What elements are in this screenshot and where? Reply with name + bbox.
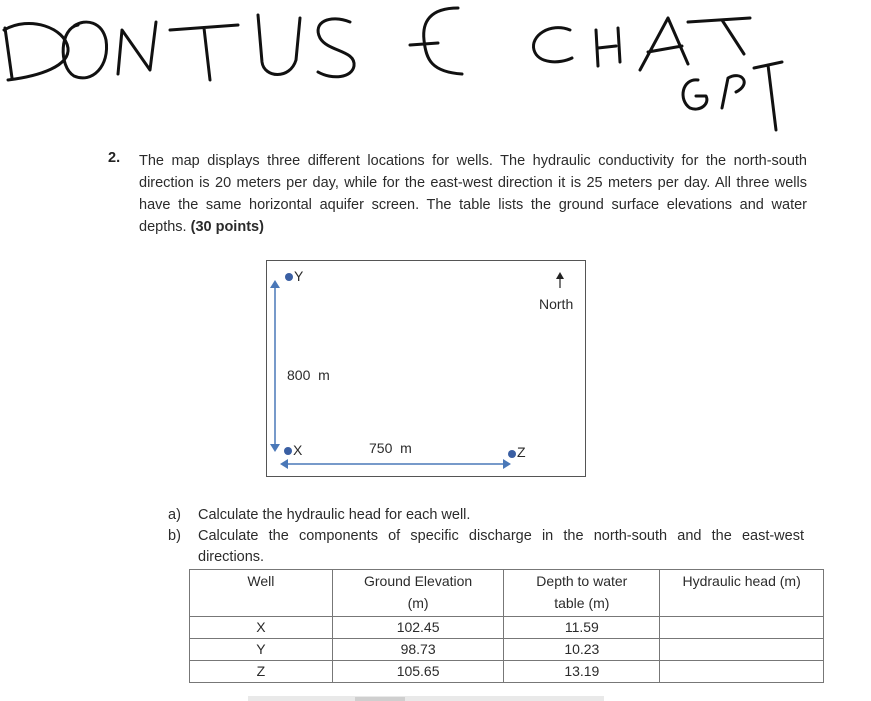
cell-elevation: 98.73	[332, 639, 504, 661]
well-y-dot	[285, 273, 293, 281]
horizontal-scrollbar[interactable]	[248, 696, 604, 701]
question-body: The map displays three different locations for wells. The hydraulic conductivity for the north-south direction is 20 meters per day, while for the east-west direction it is 25 meters per day. All three wells have the same horizontal aquifer screen. The table lists the ground surface elevations and water depths.	[139, 153, 807, 235]
cell-head	[660, 639, 824, 661]
subq-a-marker: a)	[168, 507, 181, 523]
header-depth-to-water: Depth to water table (m)	[504, 570, 660, 617]
cell-head	[660, 661, 824, 683]
cell-well: Z	[190, 661, 333, 683]
cell-well: X	[190, 617, 333, 639]
ns-arrow-down	[270, 444, 280, 452]
cell-depth: 13.19	[504, 661, 660, 683]
table-header-row	[190, 570, 824, 617]
header-well: Well	[190, 570, 333, 617]
cell-elevation: 102.45	[332, 617, 504, 639]
subq-b-continuation: directions.	[198, 549, 265, 565]
ew-arrow-right	[503, 459, 511, 469]
scrollbar-thumb[interactable]	[355, 697, 405, 701]
question-points: (30 points)	[190, 219, 264, 235]
north-arrow-head	[556, 272, 564, 279]
subq-a-text: Calculate the hydraulic head for each well.	[198, 507, 471, 523]
cell-head	[660, 617, 824, 639]
well-x-dot	[284, 447, 292, 455]
cell-well: Y	[190, 639, 333, 661]
ns-arrow-up	[270, 280, 280, 288]
well-x-label: X	[293, 442, 303, 458]
well-y-label: Y	[294, 268, 304, 284]
cell-depth: 11.59	[504, 617, 660, 639]
table-row	[190, 639, 824, 661]
ew-arrow-left	[280, 459, 288, 469]
subq-b-marker: b)	[168, 528, 181, 544]
table-row	[190, 661, 824, 683]
table-row	[190, 617, 824, 639]
cell-elevation: 105.65	[332, 661, 504, 683]
ns-distance-label: 800 m	[287, 367, 330, 383]
well-z-label: Z	[517, 444, 526, 460]
subq-b-text: Calculate the components of specific discharge in the north-south and the east-west	[198, 528, 804, 544]
well-data-table	[189, 569, 824, 683]
header-hydraulic-head: Hydraulic head (m)	[660, 570, 824, 617]
ew-distance-label: 750 m	[369, 440, 412, 456]
well-z-dot	[508, 450, 516, 458]
cell-depth: 10.23	[504, 639, 660, 661]
header-ground-elevation: Ground Elevation (m)	[332, 570, 504, 617]
north-label: North	[539, 296, 574, 312]
question-number: 2.	[108, 150, 121, 166]
